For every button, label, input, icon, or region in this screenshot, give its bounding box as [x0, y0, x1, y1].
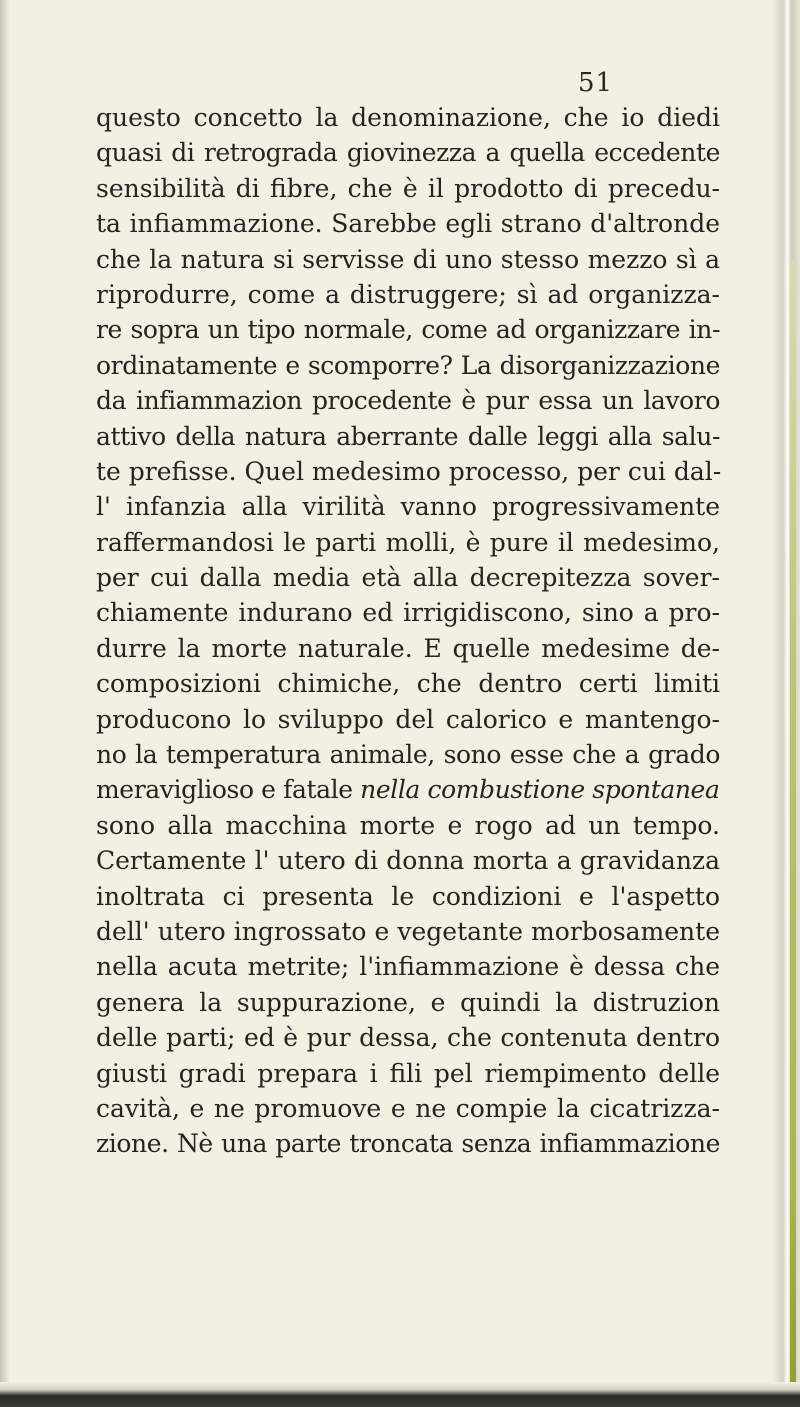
text-line: giusti gradi prepara i fili pel riempimento delle	[96, 1058, 720, 1088]
text-line: dell' utero ingrossato e vegetante morbosamente	[96, 916, 720, 946]
text-line: attivo della natura aberrante dalle leggi alla salu-	[96, 421, 720, 451]
text-line: zione. Nè una parte troncata senza infiammazione	[96, 1129, 720, 1159]
text-line: delle parti; ed è pur dessa, che contenuta dentro	[96, 1023, 720, 1053]
text-segment: meraviglioso e fatale	[96, 775, 361, 805]
text-line: l' infanzia alla virilità vanno progressivamente	[96, 492, 720, 522]
text-line: cavità, e ne promuove e ne compie la cicatrizza-	[96, 1093, 720, 1123]
text-line: te prefisse. Quel medesimo processo, per cui dal-	[96, 456, 722, 486]
text-line: inoltrata ci presenta le condizioni e l'aspetto	[96, 881, 720, 911]
text-line: raffermandosi le parti molli, è pure il medesimo,	[96, 527, 720, 557]
text-line: no la temperatura animale, sono esse che a grado	[96, 740, 720, 770]
text-line: re sopra un tipo normale, come ad organizzare in-	[96, 315, 720, 345]
text-line: composizioni chimiche, che dentro certi limiti	[96, 669, 720, 699]
text-line-with-italic	[96, 772, 720, 807]
text-line: nella acuta metrite; l'infiammazione è dessa che	[96, 952, 720, 982]
text-line: quasi di retrograda giovinezza a quella eccedente	[96, 138, 720, 168]
text-line: per cui dalla media età alla decrepitezza sover-	[96, 563, 720, 593]
text-line: chiamente indurano ed irrigidiscono, sino a pro-	[96, 598, 720, 628]
text-line: che la natura si servisse di uno stesso mezzo sì a	[96, 244, 720, 274]
text-line: questo concetto la denominazione, che io diedi	[96, 103, 720, 132]
page-number: 51	[578, 68, 614, 98]
page-gutter-shadow	[0, 0, 10, 1407]
italic-phrase: nella combustione spontanea	[360, 775, 720, 805]
text-line: sono alla macchina morte e rogo ad un tempo.	[96, 810, 720, 840]
text-line: producono lo sviluppo del calorico e mantengo-	[96, 704, 720, 734]
text-line: ordinatamente e scomporre? La disorganizzazione	[96, 350, 720, 380]
text-line: da infiammazion procedente è pur essa un lavoro	[96, 386, 720, 416]
body-text	[96, 100, 720, 1162]
text-line: sensibilità di fibre, che è il prodotto di precedu-	[96, 173, 720, 203]
page-edge-tint	[790, 260, 796, 1407]
text-line: Certamente l' utero di donna morta a gravidanza	[96, 846, 720, 876]
text-line: durre la morte naturale. E quelle medesime de-	[96, 633, 720, 663]
text-line: genera la suppurazione, e quindi la distruzion	[96, 987, 720, 1017]
scan-bottom-edge	[0, 1382, 800, 1407]
text-line: ta infiammazione. Sarebbe egli strano d'altronde	[96, 209, 720, 239]
text-line: riprodurre, come a distruggere; sì ad organizza-	[96, 279, 720, 309]
